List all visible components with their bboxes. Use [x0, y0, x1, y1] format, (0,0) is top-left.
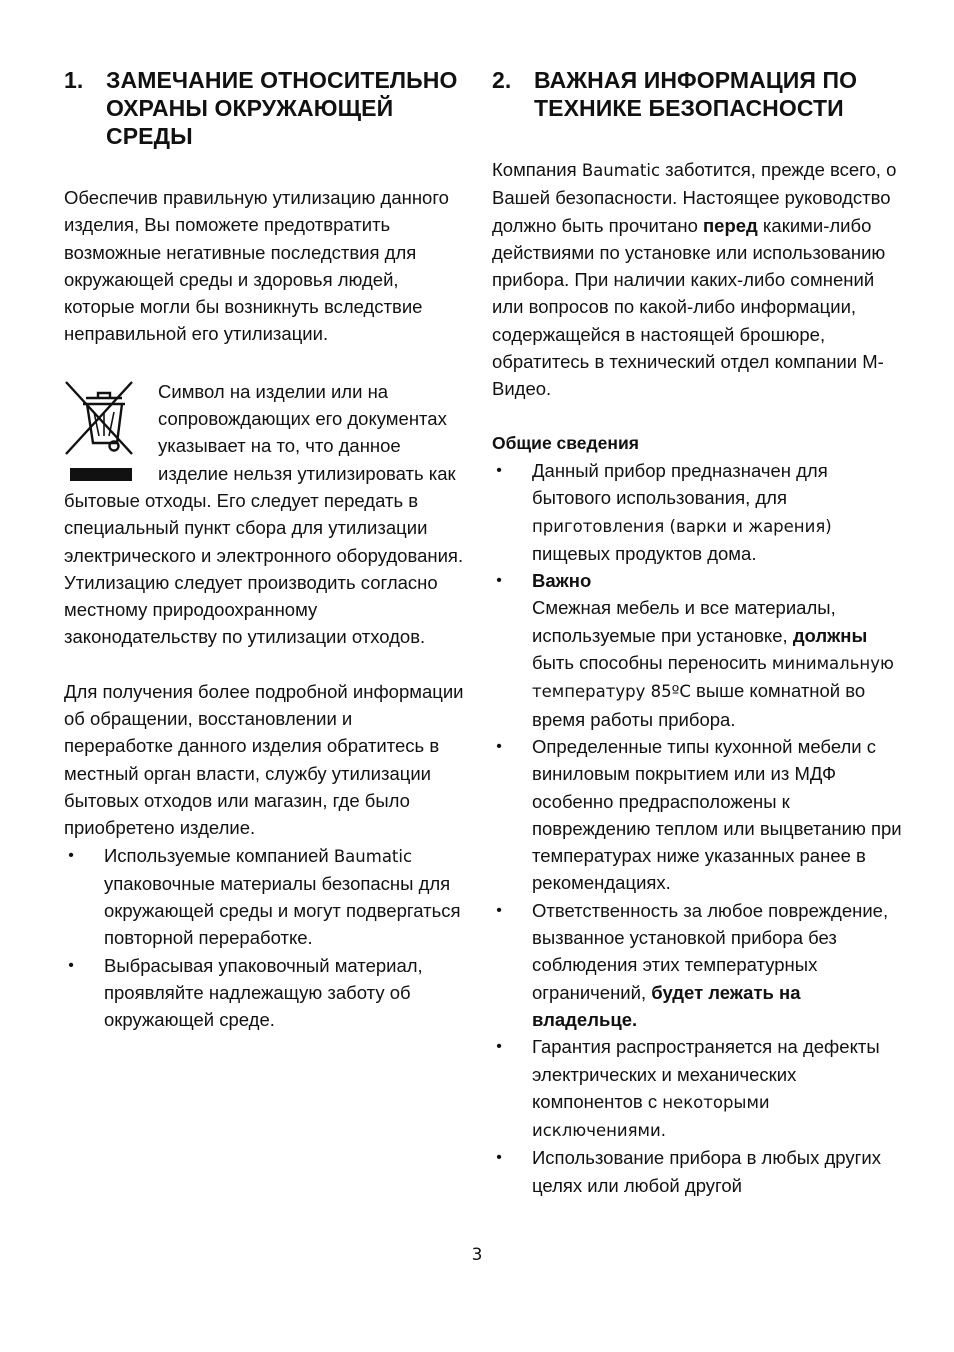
bullet-icon: • [68, 956, 74, 974]
list-item [492, 457, 902, 567]
list-item [492, 733, 902, 897]
more-info-paragraph: Для получения более подробной информации об обращении, восстановлении и переработке данного изделия обратитесь в местный орган власти, службу утилизации бытовых отходов или магазин, где было приобретено изделие. [64, 680, 464, 839]
intro-text-pre: Компания [492, 159, 582, 180]
section-environment [64, 66, 464, 1034]
section-1-title: ЗАМЕЧАНИЕ ОТНОСИТЕЛЬНО ОХРАНЫ ОКРУЖАЮЩЕЙ СРЕДЫ [106, 67, 458, 149]
packaging-list [64, 842, 464, 1034]
bullet-icon: • [496, 737, 502, 755]
legislation-paragraph: Утилизацию следует производить согласно местному природоохранному законодательству по утилизации отходов. [64, 571, 438, 648]
safety-list [492, 457, 902, 1199]
general-info-heading: Общие сведения [492, 432, 639, 453]
bullet-emphasis: будет лежать на владельце. [532, 981, 801, 1030]
section-2-heading [492, 66, 902, 122]
bullet-text: Определенные типы кухонной мебели с виниловым покрытием или из МДФ особенно предрасположены к повреждению теплом или выцветанию при температурах ниже указанных ранее в рекомендациях. [532, 735, 902, 894]
bullet-text-alt: некоторыми исключениями. [532, 1092, 770, 1141]
bullet-text: Использование прибора в любых других целях или любой другой [532, 1147, 881, 1196]
list-item [64, 952, 464, 1034]
bullet-icon: • [496, 1038, 502, 1056]
intro-emphasis: перед [703, 214, 758, 236]
section-1-number: 1. [64, 67, 84, 93]
weee-symbol-text: Символ на изделии или на сопровождающих его документах указывает на то, что данное изделие нельзя утилизировать как бытовые отходы. Его следует передать в специальный пункт сбора для утилизации электрического и электронного оборудования. [64, 380, 464, 566]
section-safety [492, 66, 902, 1199]
bullet-text-alt: приготовления (варки и жарения) [532, 516, 832, 536]
intro-text-mid: заботится, прежде всего, о Вашей безопасности. Настоящее руководство должно быть прочитано [492, 159, 897, 236]
list-item [492, 567, 902, 733]
bullet-text-post: пищевых продуктов дома. [532, 542, 757, 564]
bullet-text-pre: Ответственность за любое повреждение, вызванное установкой прибора без соблюдения этих температурных ограничений, [532, 899, 889, 1003]
bullet-text-pre: Смежная мебель и все материалы, используемые при установке, [532, 597, 836, 646]
section-1-heading [64, 66, 464, 150]
bullet-text-pre: Данный прибор предназначен для бытового использования, для [532, 459, 828, 509]
disposal-paragraph: Обеспечив правильную утилизацию данного изделия, Вы поможете предотвратить возможные негативные последствия для окружающей среды и здоровья людей, которые могли бы возникнуть вследствие неправильной его утилизации. [64, 187, 449, 345]
bullet-icon: • [496, 461, 502, 479]
intro-text-post: какими-либо действиями по установке или использованию прибора. При наличии каких-либо сомнений или вопросов по какой-либо информации, содержащейся в настоящей брошюре, обратитесь в технический отдел компании М-Видео. [492, 214, 886, 400]
list-item [492, 897, 902, 1033]
bullet-emphasis: должны [792, 624, 868, 646]
safety-intro-paragraph [492, 156, 902, 403]
bullet-text-post: выше комнатной во время работы прибора. [532, 680, 866, 730]
bullet-text-post: упаковочные материалы безопасны для окружающей среды и могут подвергаться повторной переработке. [104, 872, 461, 949]
section-2-title: ВАЖНАЯ ИНФОРМАЦИЯ ПО ТЕХНИКЕ БЕЗОПАСНОСТИ [534, 67, 858, 121]
bullet-icon: • [496, 901, 502, 919]
bullet-text-mid: быть способны переносить [532, 652, 772, 674]
bullet-text-alt: минимальную температуру 85ºC [532, 654, 894, 702]
section-2-number: 2. [492, 67, 512, 93]
page-number: 3 [471, 1245, 483, 1265]
crossed-out-wheeled-bin-icon [64, 380, 156, 484]
list-item [64, 842, 464, 952]
bullet-icon: • [496, 572, 502, 590]
list-item [492, 1033, 902, 1144]
important-label: Важно [532, 570, 592, 592]
bullet-text-pre: Используемые компанией [104, 844, 334, 866]
weee-symbol-block [64, 378, 464, 569]
bullet-text-pre: Гарантия распространяется на дефекты электрических и механических компонентов с [532, 1036, 880, 1112]
bullet-icon: • [68, 846, 74, 864]
bullet-text: Выбрасывая упаковочный материал, проявляйте надлежащую заботу об окружающей среде. [104, 954, 423, 1031]
list-item [492, 1144, 902, 1199]
brand-name: Baumatic [581, 161, 661, 180]
bullet-icon: • [496, 1149, 502, 1167]
brand-name: Baumatic [333, 846, 413, 866]
